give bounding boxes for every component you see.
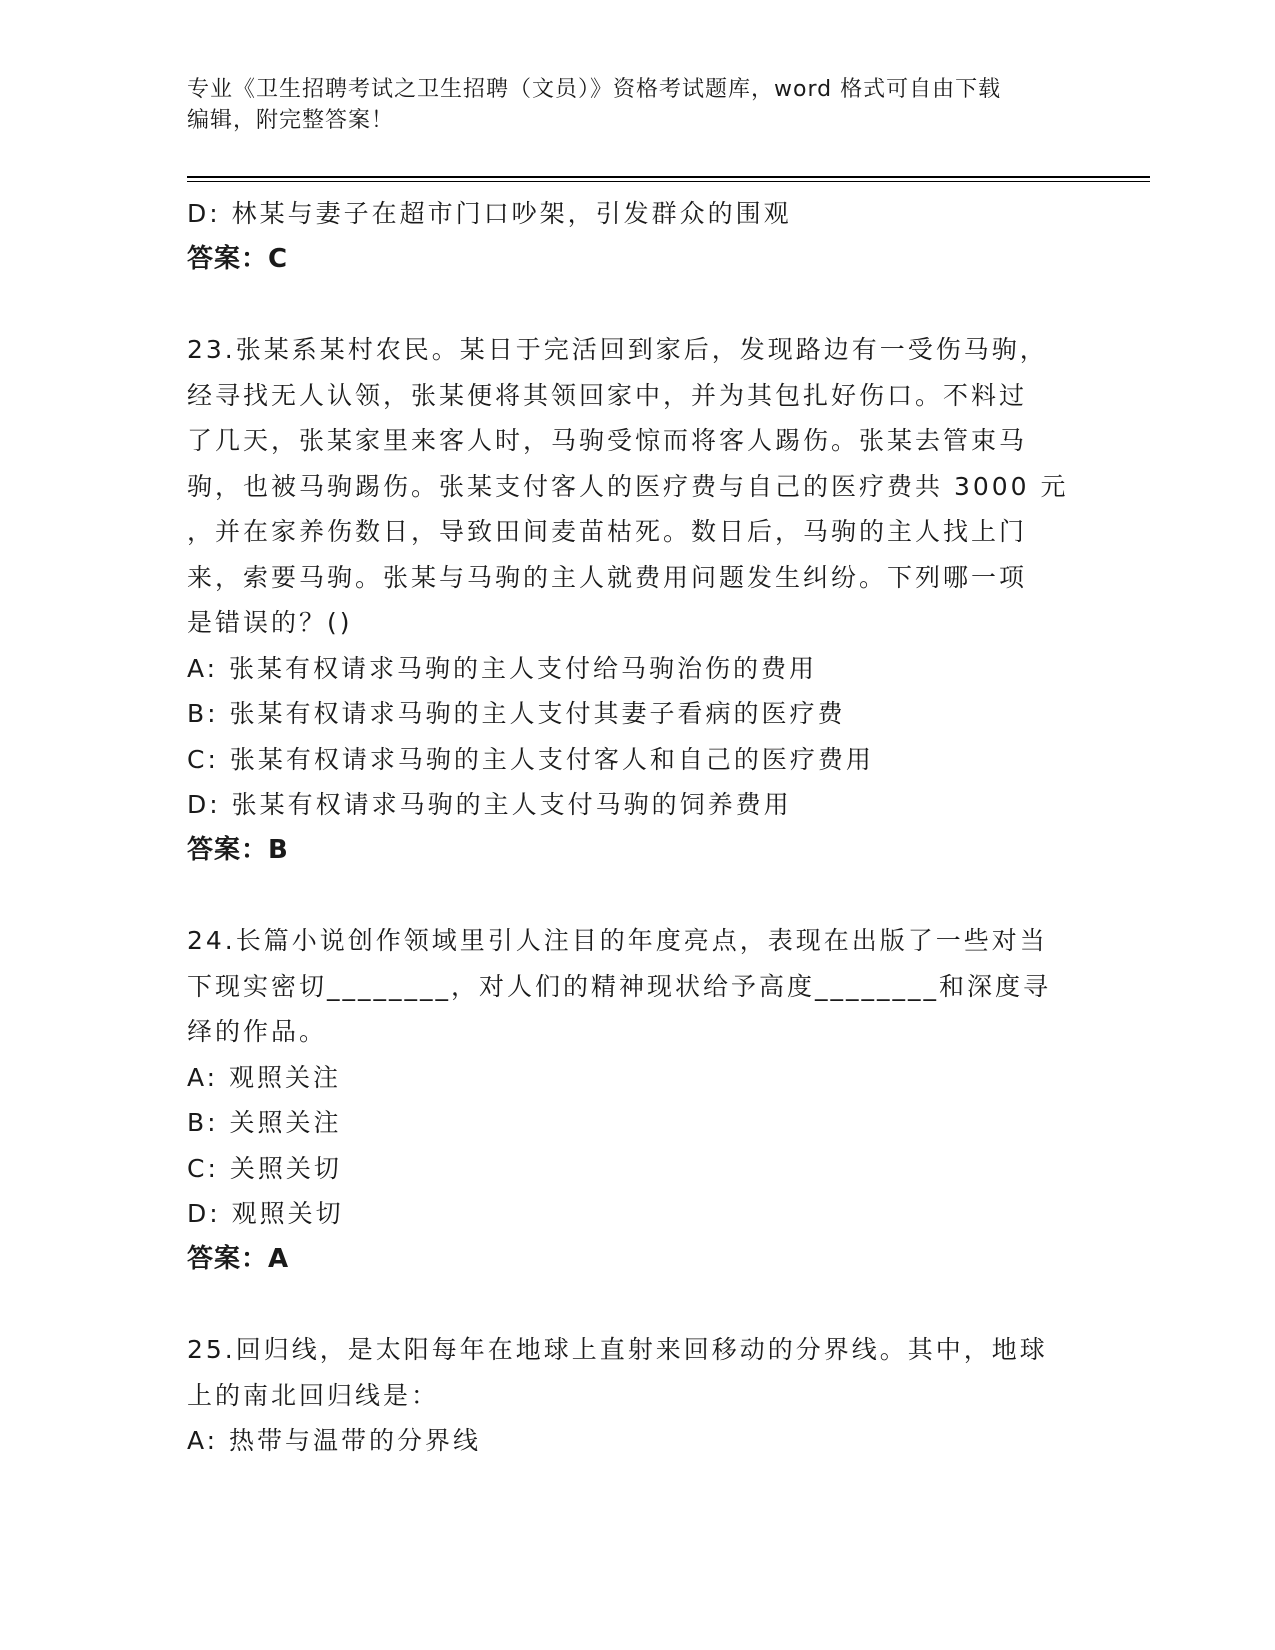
- q23-option-d: D: 张某有权请求马驹的主人支付马驹的饲养费用: [187, 790, 792, 819]
- q24-option-c: C: 关照关切: [187, 1153, 342, 1183]
- q24-stem-line: 绎的作品。: [187, 1017, 328, 1046]
- q24-option-a: A: 观照关注: [187, 1062, 342, 1092]
- header-line-2: 编辑，附完整答案！: [187, 108, 395, 133]
- q23-stem-line: 是错误的？(): [187, 608, 353, 637]
- q23-stem-line: 经寻找无人认领，张某便将其领回家中，并为其包扎好伤口。不料过: [187, 380, 1028, 410]
- q24-stem-line: 24.长篇小说创作领域里引人注目的年度亮点，表现在出版了一些对当: [187, 926, 1048, 955]
- page-header: [187, 74, 1087, 136]
- q25-stem-line: 25.回归线，是太阳每年在地球上直射来回移动的分界线。其中，地球: [187, 1335, 1048, 1364]
- q23-stem-line: 驹，也被马驹踢伤。张某支付客人的医疗费与自己的医疗费共 3000 元: [187, 471, 1069, 501]
- spacer: [187, 873, 1087, 918]
- q24-answer: 答案：A: [187, 1243, 290, 1274]
- q23-option-c: C: 张某有权请求马驹的主人支付客人和自己的医疗费用: [187, 744, 874, 774]
- q25-stem-line: 上的南北回归线是：: [187, 1380, 440, 1410]
- spacer: [187, 1282, 1087, 1327]
- header-line-1: 专业《卫生招聘考试之卫生招聘（文员）》资格考试题库，word 格式可自由下载: [187, 77, 1002, 102]
- q23-option-b: B: 张某有权请求马驹的主人支付其妻子看病的医疗费: [187, 699, 846, 728]
- q23-stem-line: 了几天，张某家里来客人时，马驹受惊而将客人踢伤。张某去管束马: [187, 426, 1028, 455]
- q22-answer: 答案：C: [187, 243, 289, 274]
- spacer: [187, 282, 1087, 327]
- question-content: [187, 191, 1087, 1464]
- q25-option-a: A: 热带与温带的分界线: [187, 1426, 482, 1455]
- q23-stem-line: 23.张某系某村农民。某日于完活回到家后，发现路边有一受伤马驹，: [187, 335, 1048, 364]
- q23-stem-line: ，并在家养伤数日，导致田间麦苗枯死。数日后，马驹的主人找上门: [187, 517, 1028, 546]
- q22-option-d: D: 林某与妻子在超市门口吵架，引发群众的围观: [187, 199, 792, 228]
- q23-answer: 答案：B: [187, 834, 289, 865]
- header-divider-thin: [187, 181, 1150, 182]
- question-23: [187, 327, 1087, 873]
- question-22-tail: [187, 191, 1087, 282]
- q23-stem-line: 来，索要马驹。张某与马驹的主人就费用问题发生纠纷。下列哪一项: [187, 562, 1028, 592]
- question-24: [187, 918, 1087, 1282]
- question-25: [187, 1327, 1087, 1464]
- q24-stem-line: 下现实密切________，对人们的精神现状给予高度________和深度寻: [187, 971, 1052, 1001]
- q24-option-d: D: 观照关切: [187, 1199, 344, 1228]
- header-divider-thick: [187, 176, 1150, 178]
- q24-option-b: B: 关照关注: [187, 1108, 342, 1137]
- q23-option-a: A: 张某有权请求马驹的主人支付给马驹治伤的费用: [187, 653, 818, 683]
